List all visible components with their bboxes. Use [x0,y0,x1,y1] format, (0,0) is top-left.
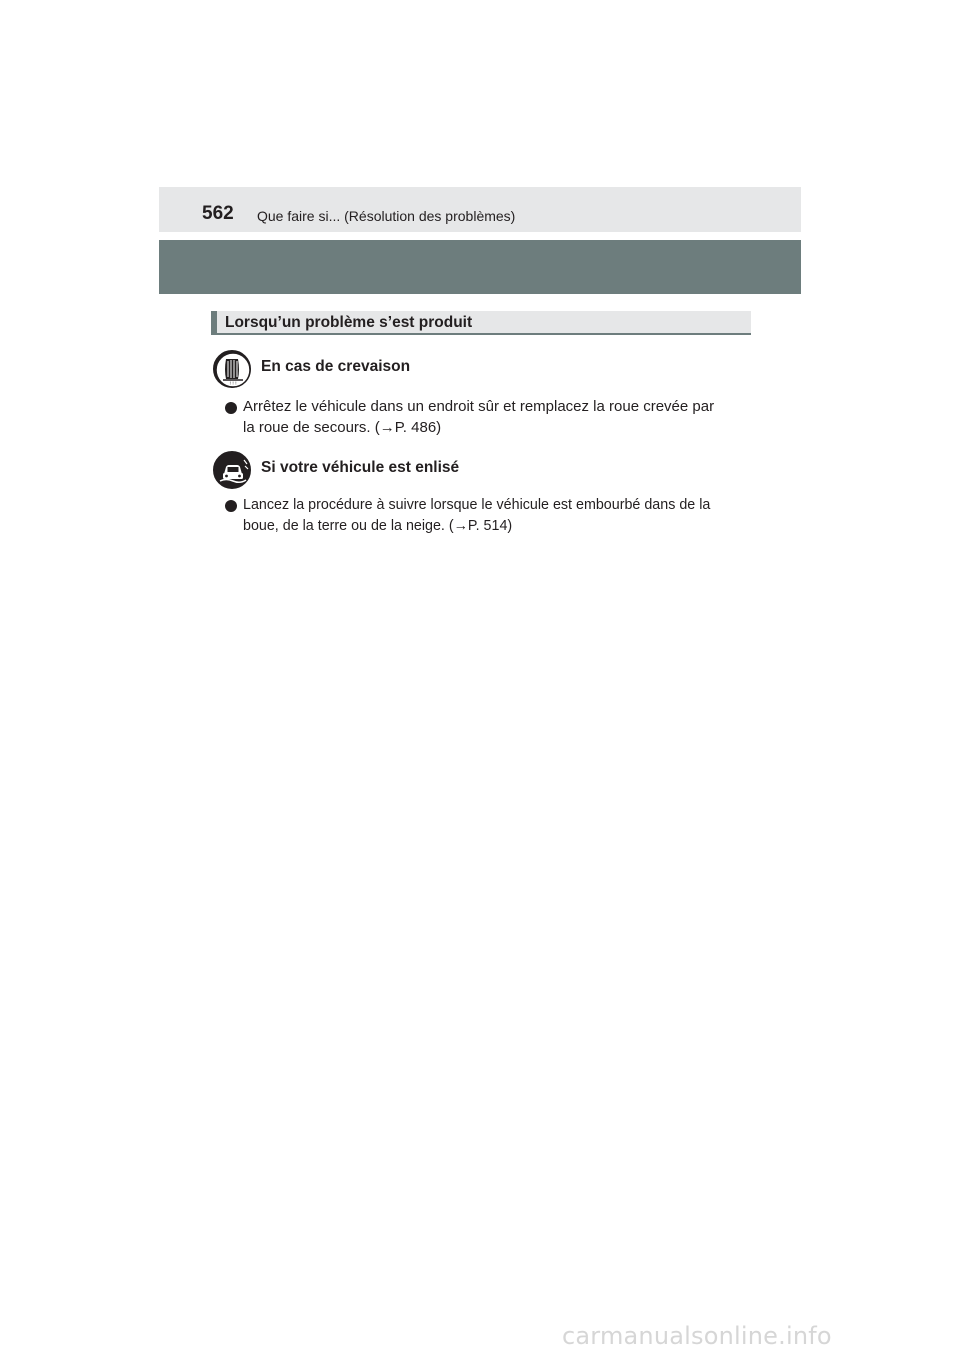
vehicle-stuck-icon [213,451,251,489]
item-text-vehicle-stuck [243,495,753,537]
item-heading-flat-tire: En cas de crevaison [261,358,411,375]
page-number: 562 [202,203,234,224]
bullet-point [225,500,237,512]
section-title: Lorsqu’un problème s’est produit [225,314,473,331]
section-heading [211,311,751,335]
item-heading-vehicle-stuck: Si votre véhicule est enlisé [261,459,460,476]
svg-text:! ! !: ! ! ! [229,381,237,386]
text-line: boue, de la terre ou de la neige. (→P. 514) [243,518,513,534]
running-title: Que faire si... (Résolution des problèmes) [257,208,516,224]
watermark: carmanualsonline.info [562,1322,832,1350]
text-line: Arrêtez le véhicule dans un endroit sûr et remplacez la roue crevée par [243,398,715,415]
flat-tire-icon [213,350,251,388]
chapter-banner [159,240,801,294]
item-text-flat-tire [243,396,753,438]
text-line: la roue de secours. (→P. 486) [243,419,442,436]
bullet-point [225,402,237,414]
text-line: Lancez la procédure à suivre lorsque le véhicule est embourbé dans de la [243,497,711,513]
